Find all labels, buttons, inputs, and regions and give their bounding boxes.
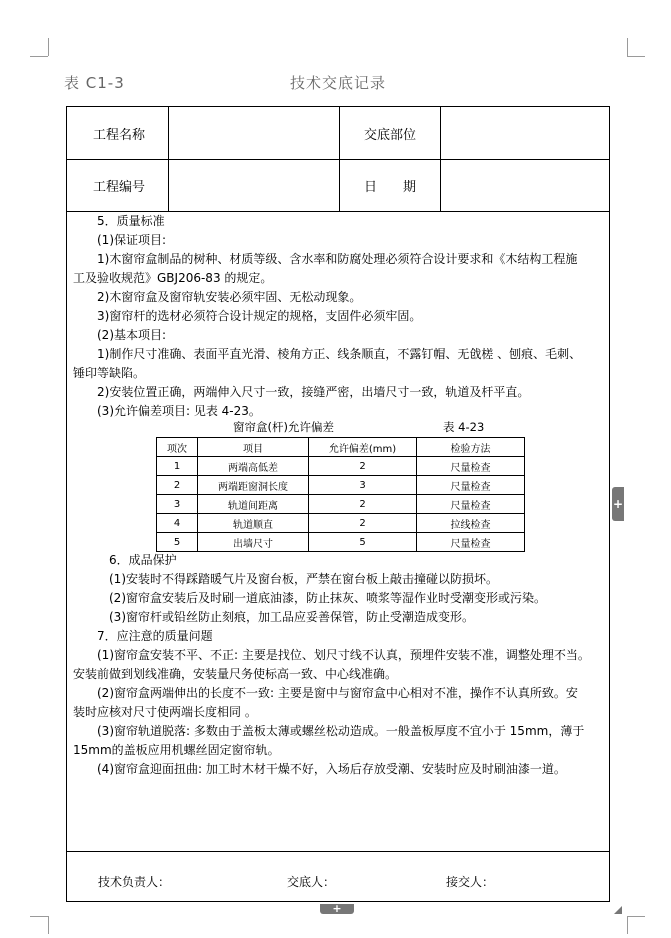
content-line: 安装前做到划线准确，安装量尺务使标高一致、中心线准确。: [73, 667, 398, 681]
table-cell: 2: [309, 457, 417, 476]
content-line: 3)窗帘杆的选材必须符合设计规定的规格，支固件必须牢固。: [97, 309, 422, 323]
table-cell: 轨道顺直: [198, 514, 309, 533]
project-no-label: 工程编号: [93, 180, 146, 195]
content-line: 1)木窗帘盒制品的树种、材质等级、含水率和防腐处理必须符合设计要求和《木结构工程施: [97, 252, 578, 266]
content-line: (2)窗帘盒安装后及时刷一道底油漆，防止抹灰、喷浆等湿作业时受潮变形或污染。: [109, 591, 547, 605]
crop-mark: [30, 56, 48, 57]
table-header: 项次: [157, 438, 198, 457]
content-line: 装时应核对尺寸使两端长度相同 。: [73, 705, 257, 719]
col-divider: [339, 107, 340, 211]
content-line: (1)窗帘盒安装不平、不正: 主要是找位、划尺寸线不认真，预埋件安装不准，调整处理不当。: [97, 648, 590, 662]
crop-mark: [30, 916, 48, 917]
crop-mark: [627, 38, 628, 56]
content-line: 15mm的盖板应用机螺丝固定窗帘轨。: [73, 743, 280, 757]
deviation-table: [156, 437, 525, 552]
subsection-heading: (3)允许偏差项目: 见表 4-23。: [97, 404, 261, 418]
table-cell: 5: [157, 533, 198, 552]
content-line: (3)窗帘轨道脱落: 多数由于盖板太薄或螺丝松动造成。一般盖板厚度不宜小于 15mm，薄于: [97, 724, 585, 738]
discloser-signature-label: 交底人：: [287, 875, 336, 889]
tech-lead-signature-label: 技术负责人：: [98, 875, 171, 889]
content-line: (4)窗帘盒迎面扭曲: 加工时木材干燥不好，入场后存放受潮、安装时应及时刷油漆一道。: [97, 762, 566, 776]
col-divider: [440, 107, 441, 211]
table-cell: 尺量检查: [417, 476, 525, 495]
content-line: 2)安装位置正确，两端伸入尺寸一致，接缝严密，出墙尺寸一致，轨道及杆平直。: [97, 385, 530, 399]
row-divider: [67, 851, 609, 852]
table-cell: 尺量检查: [417, 533, 525, 552]
crop-mark: [48, 916, 49, 934]
table-header-row: [157, 438, 525, 457]
table-header: 允许偏差(mm): [309, 438, 417, 457]
date-label: 日 期: [364, 180, 417, 195]
row-divider: [67, 159, 609, 160]
section-heading: 6．成品保护: [109, 553, 177, 567]
col-divider: [168, 107, 169, 211]
crop-mark: [627, 916, 628, 934]
table-cell: 拉线检查: [417, 514, 525, 533]
table-cell: 4: [157, 514, 198, 533]
table-number: 表 4-23: [443, 420, 485, 434]
table-cell: 2: [157, 476, 198, 495]
table-cell: 3: [157, 495, 198, 514]
content-line: 锤印等缺陷。: [73, 366, 146, 380]
disclosure-form: [66, 106, 610, 902]
table-row: [157, 457, 525, 476]
table-row: [157, 533, 525, 552]
page-title: 技术交底记录: [290, 74, 387, 92]
section-heading: 5．质量标准: [97, 214, 165, 228]
table-cell: 5: [309, 533, 417, 552]
table-cell: 轨道间距离: [198, 495, 309, 514]
table-cell: 尺量检查: [417, 495, 525, 514]
content-line: 1)制作尺寸准确、表面平直光滑、棱角方正、线条顺直，不露钉帽、无戗槎 、刨痕、毛刺、: [97, 347, 582, 361]
content-line: 工及验收规范》GBJ206-83 的规定。: [73, 271, 273, 285]
content-block-a: [67, 212, 609, 421]
content-line: 2)木窗帘盒及窗帘轨安装必须牢固、无松动现象。: [97, 290, 362, 304]
content-line: (2)窗帘盒两端伸出的长度不一致: 主要是窗中与窗帘盒中心相对不准，操作不认真所致。安: [97, 686, 578, 700]
content-block-b: [67, 551, 609, 779]
table-row: [157, 476, 525, 495]
table-cell: 2: [309, 495, 417, 514]
content-line: (1)安装时不得踩踏暖气片及窗台板，严禁在窗台板上敲击撞碰以防损坏。: [109, 572, 499, 586]
receiver-signature-label: 接交人：: [446, 875, 495, 889]
table-cell: 1: [157, 457, 198, 476]
crop-mark: [627, 56, 645, 57]
table-cell: 两端距窗洞长度: [198, 476, 309, 495]
crop-mark: [627, 916, 645, 917]
table-caption: 窗帘盒(杆)允许偏差: [233, 420, 334, 434]
table-caption-row: [67, 419, 609, 437]
table-header: 检验方法: [417, 438, 525, 457]
table-cell: 3: [309, 476, 417, 495]
section-heading: 7．应注意的质量问题: [97, 629, 213, 643]
expand-side-button[interactable]: +: [612, 487, 624, 521]
table-row: [157, 514, 525, 533]
table-header: 项目: [198, 438, 309, 457]
table-cell: 尺量检查: [417, 457, 525, 476]
subsection-heading: (2)基本项目:: [97, 328, 167, 342]
table-cell: 2: [309, 514, 417, 533]
content-line: (3)窗帘杆或铅丝防止刻痕，加工品应妥善保管，防止受潮造成变形。: [109, 610, 475, 624]
table-cell: 出墙尺寸: [198, 533, 309, 552]
crop-mark: [48, 38, 49, 56]
location-label: 交底部位: [364, 128, 417, 143]
table-row: [157, 495, 525, 514]
table-cell: 两端高低差: [198, 457, 309, 476]
expand-bottom-button[interactable]: +: [320, 904, 354, 914]
subsection-heading: (1)保证项目:: [97, 233, 167, 247]
form-code: 表 C1-3: [64, 74, 125, 92]
resize-handle-icon[interactable]: [614, 906, 622, 914]
project-name-label: 工程名称: [93, 128, 146, 143]
